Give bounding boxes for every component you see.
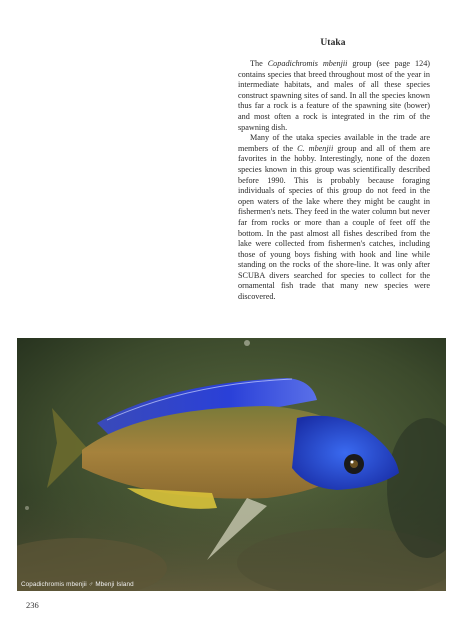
paragraph-2 xyxy=(238,133,430,303)
fish-photo xyxy=(17,338,446,591)
section-title: Utaka xyxy=(320,38,346,48)
paragraph-1-text: group (see page 124) contains species that breed throughout most of the year in intermediate habitats, and males of all these species construct spawning sites of sand. In all the species known thus far a rock is a feature of the spawning site (bower) and most often a rock is integrated in the rim of the spawning dish. xyxy=(238,59,431,132)
photo-caption: Copadichromis mbenjii ♂ Mbenji Island xyxy=(21,581,134,588)
paragraph-2-text: group and all of them are favorites in the hobby. Interestingly, none of the dozen species known in this group was scientifically described before 1990. This is probably because foraging individuals of species of this group do not feed in the open waters of the lake where they might be caught in fishermen's nets. They feed in the water column but never far from rocks or more than a couple of feet off the bottom. In the past almost all fishes described from the lake were collected from fishermen's catches, including those of young boys fishing with hook and line while standing on the rocks of the shore-line. It was only after SCUBA divers searched for species to collect for the ornamental fish trade that many new species were discovered. xyxy=(238,143,430,302)
paragraph-1-text: The xyxy=(250,59,268,68)
paragraph-2-text: Many of the utaka species available in the trade are members of the xyxy=(238,133,430,153)
fish-illustration xyxy=(17,338,446,591)
paragraph-1 xyxy=(238,59,430,133)
species-name: Copadichromis mbenjii xyxy=(267,59,348,68)
species-name: C. mbenjii xyxy=(297,143,334,153)
body-text xyxy=(238,59,430,303)
page-number: 236 xyxy=(26,600,39,610)
